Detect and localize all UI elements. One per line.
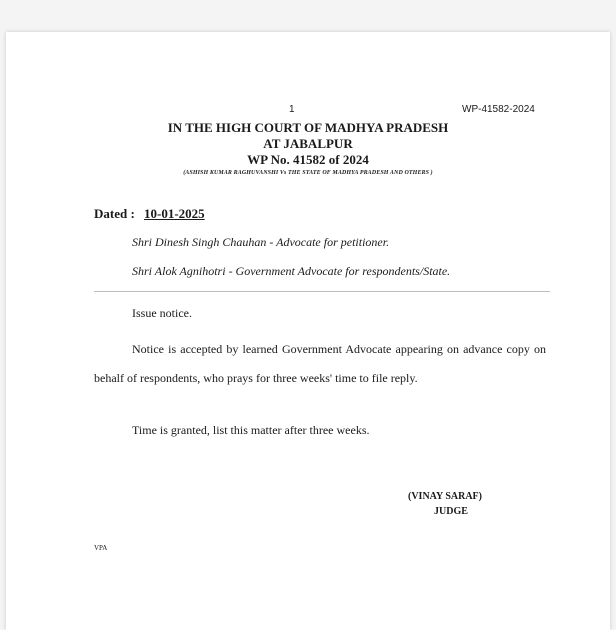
case-reference: WP-41582-2024	[462, 104, 535, 115]
appearance-petitioner: Shri Dinesh Singh Chauhan - Advocate for petitioner.	[132, 235, 390, 249]
page-number: 1	[289, 104, 295, 115]
parties-line: (ASHISH KUMAR RAGHUVANSHI Vs THE STATE OF MADHYA PRADESH AND OTHERS )	[183, 170, 433, 176]
court-name: IN THE HIGH COURT OF MADHYA PRADESH	[167, 120, 449, 135]
stenographer-initials: VPA	[94, 544, 108, 552]
dated-label: Dated :	[94, 206, 135, 221]
dated-value: 10-01-2025	[144, 206, 205, 221]
judge-title: JUDGE	[434, 506, 468, 517]
order-time-granted: Time is granted, list this matter after three weeks.	[132, 423, 370, 437]
judge-name: (VINAY SARAF)	[408, 491, 482, 502]
order-notice-paragraph: Notice is accepted by learned Government Advocate appearing on advance copy on behalf of respondents, who prays for three weeks' time to file reply.	[94, 342, 546, 385]
document-page	[6, 32, 610, 630]
separator-rule	[94, 291, 550, 292]
appearance-respondent: Shri Alok Agnihotri - Government Advocate for respondents/State.	[132, 264, 451, 278]
order-issue-notice: Issue notice.	[132, 306, 192, 320]
court-location: AT JABALPUR	[263, 136, 353, 151]
petition-number: WP No. 41582 of 2024	[247, 152, 369, 167]
